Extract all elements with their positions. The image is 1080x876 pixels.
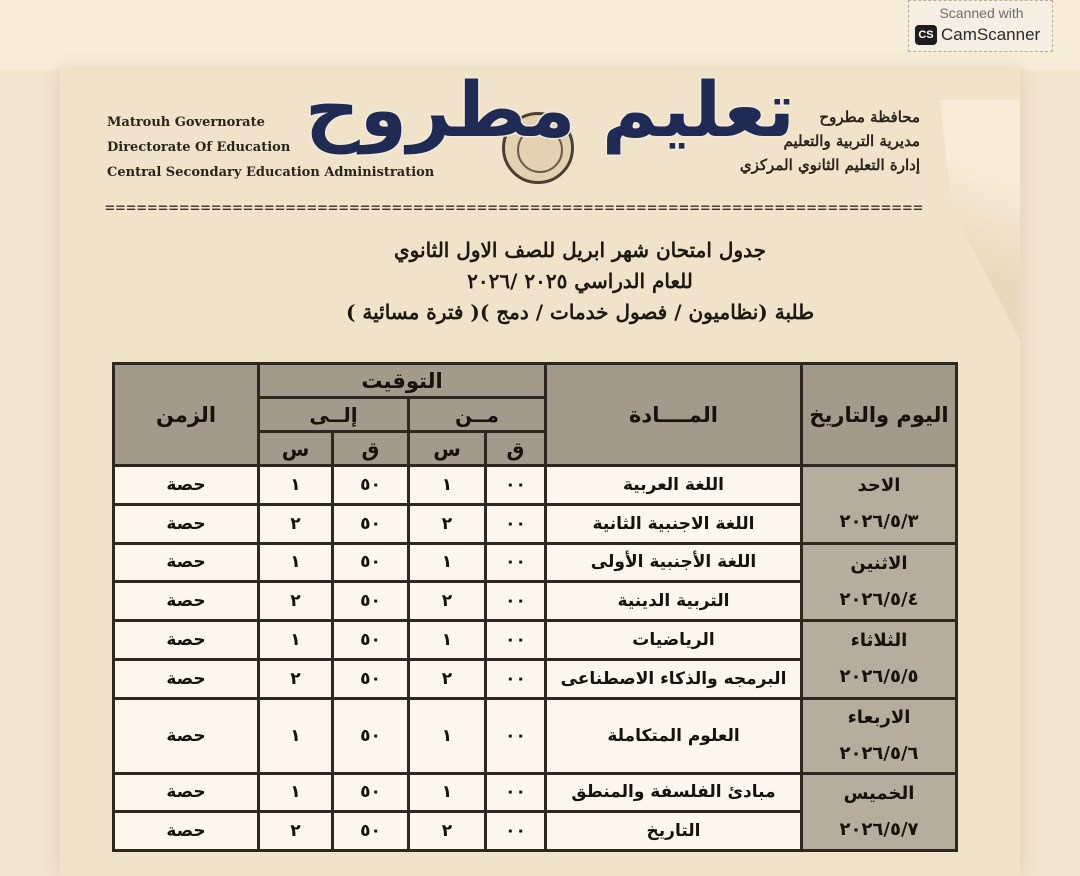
from-minute-cell: ٠٠ bbox=[486, 773, 546, 812]
to-minute-cell: ٥٠ bbox=[333, 504, 409, 543]
day-cell bbox=[802, 466, 957, 544]
camscanner-logo-icon: CS bbox=[915, 25, 937, 45]
from-minute-cell: ٠٠ bbox=[486, 543, 546, 582]
camscanner-badge bbox=[908, 0, 1053, 52]
title-line-1: جدول امتحان شهر ابريل للصف الاول الثانوي bbox=[394, 238, 766, 262]
to-minute-cell: ٥٠ bbox=[333, 621, 409, 660]
to-minute-cell: ٥٠ bbox=[333, 659, 409, 698]
directorate-ar: مديرية التربية والتعليم bbox=[783, 132, 920, 150]
duration-cell: حصة bbox=[114, 543, 259, 582]
from-minute-cell: ٠٠ bbox=[486, 504, 546, 543]
title-line-2: للعام الدراسي ٢٠٢٥ /٢٠٢٦ bbox=[467, 269, 693, 293]
to-hour-cell: ١ bbox=[259, 543, 333, 582]
subject-cell: اللغة العربية bbox=[546, 466, 802, 505]
from-hour-cell: ٢ bbox=[409, 812, 486, 851]
duration-cell: حصة bbox=[114, 466, 259, 505]
from-minute-cell: ٠٠ bbox=[486, 621, 546, 660]
duration-cell: حصة bbox=[114, 582, 259, 621]
from-hour-cell: ٢ bbox=[409, 504, 486, 543]
subject-cell: اللغة الأجنبية الأولى bbox=[546, 543, 802, 582]
governorate-en: Matrouh Governorate bbox=[107, 115, 265, 130]
to-minute-cell: ٥٠ bbox=[333, 543, 409, 582]
duration-cell: حصة bbox=[114, 812, 259, 851]
header-from-minute: ق bbox=[486, 432, 546, 466]
to-hour-cell: ٢ bbox=[259, 504, 333, 543]
duration-cell: حصة bbox=[114, 698, 259, 773]
day-cell bbox=[802, 698, 957, 773]
header-timing: التوقيت bbox=[259, 364, 546, 398]
subject-cell: التربية الدينية bbox=[546, 582, 802, 621]
from-hour-cell: ١ bbox=[409, 698, 486, 773]
title-line-3: طلبة (نظاميون / فصول خدمات / دمج )( فترة مسائية ) bbox=[345, 300, 815, 324]
from-minute-cell: ٠٠ bbox=[486, 582, 546, 621]
to-hour-cell: ١ bbox=[259, 698, 333, 773]
table-row bbox=[114, 773, 957, 812]
duration-cell: حصة bbox=[114, 773, 259, 812]
from-hour-cell: ١ bbox=[409, 773, 486, 812]
scanned-with-label: Scanned with bbox=[939, 5, 1024, 21]
subject-cell: مبادئ الفلسفة والمنطق bbox=[546, 773, 802, 812]
subject-cell: اللغة الاجنبية الثانية bbox=[546, 504, 802, 543]
day-name: الاربعاء bbox=[847, 706, 911, 728]
header-from-hour: س bbox=[409, 432, 486, 466]
to-hour-cell: ٢ bbox=[259, 659, 333, 698]
duration-cell: حصة bbox=[114, 504, 259, 543]
header-day-date: اليوم والتاريخ bbox=[802, 364, 957, 466]
day-cell bbox=[802, 773, 957, 851]
administration-ar: إدارة التعليم الثانوي المركزي bbox=[739, 156, 920, 174]
header-to: إلــى bbox=[259, 398, 409, 432]
to-hour-cell: ١ bbox=[259, 466, 333, 505]
administration-en: Central Secondary Education Administration bbox=[107, 165, 435, 180]
subject-cell: الرياضيات bbox=[546, 621, 802, 660]
day-name: الثلاثاء bbox=[850, 630, 908, 652]
from-hour-cell: ٢ bbox=[409, 582, 486, 621]
day-date: ٢٠٢٦/٥/٦ bbox=[839, 742, 919, 764]
to-hour-cell: ١ bbox=[259, 773, 333, 812]
from-minute-cell: ٠٠ bbox=[486, 659, 546, 698]
directorate-en: Directorate Of Education bbox=[107, 140, 291, 155]
separator-line: ============================================================================= bbox=[105, 198, 924, 217]
from-hour-cell: ١ bbox=[409, 543, 486, 582]
header-to-hour: س bbox=[259, 432, 333, 466]
day-date: ٢٠٢٦/٥/٤ bbox=[839, 588, 919, 610]
to-minute-cell: ٥٠ bbox=[333, 773, 409, 812]
watermark-title: تعليم مطروح bbox=[305, 65, 795, 154]
day-cell bbox=[802, 621, 957, 699]
day-cell bbox=[802, 543, 957, 621]
table-row bbox=[114, 698, 957, 773]
exam-schedule-table bbox=[112, 362, 958, 852]
from-hour-cell: ٢ bbox=[409, 659, 486, 698]
day-date: ٢٠٢٦/٥/٧ bbox=[839, 818, 919, 840]
day-name: الاثنين bbox=[850, 552, 908, 574]
day-date: ٢٠٢٦/٥/٥ bbox=[839, 666, 919, 688]
day-date: ٢٠٢٦/٥/٣ bbox=[839, 511, 919, 533]
duration-cell: حصة bbox=[114, 621, 259, 660]
to-hour-cell: ١ bbox=[259, 621, 333, 660]
schedule-titles bbox=[200, 235, 960, 328]
header-subject: المــــادة bbox=[546, 364, 802, 466]
from-hour-cell: ١ bbox=[409, 621, 486, 660]
subject-cell: البرمجه والذكاء الاصطناعى bbox=[546, 659, 802, 698]
to-hour-cell: ٢ bbox=[259, 812, 333, 851]
header-duration: الزمن bbox=[114, 364, 259, 466]
to-minute-cell: ٥٠ bbox=[333, 582, 409, 621]
duration-cell: حصة bbox=[114, 659, 259, 698]
subject-cell: العلوم المتكاملة bbox=[546, 698, 802, 773]
from-minute-cell: ٠٠ bbox=[486, 698, 546, 773]
to-hour-cell: ٢ bbox=[259, 582, 333, 621]
to-minute-cell: ٥٠ bbox=[333, 698, 409, 773]
from-minute-cell: ٠٠ bbox=[486, 812, 546, 851]
table-row bbox=[114, 543, 957, 582]
day-name: الاحد bbox=[857, 475, 901, 497]
from-minute-cell: ٠٠ bbox=[486, 466, 546, 505]
to-minute-cell: ٥٠ bbox=[333, 812, 409, 851]
header-to-minute: ق bbox=[333, 432, 409, 466]
table-row bbox=[114, 621, 957, 660]
header-from: مــن bbox=[409, 398, 546, 432]
camscanner-brand: CamScanner bbox=[941, 25, 1041, 44]
from-hour-cell: ١ bbox=[409, 466, 486, 505]
day-name: الخميس bbox=[843, 782, 915, 804]
to-minute-cell: ٥٠ bbox=[333, 466, 409, 505]
table-row bbox=[114, 466, 957, 505]
subject-cell: التاريخ bbox=[546, 812, 802, 851]
governorate-ar: محافظة مطروح bbox=[819, 108, 920, 126]
